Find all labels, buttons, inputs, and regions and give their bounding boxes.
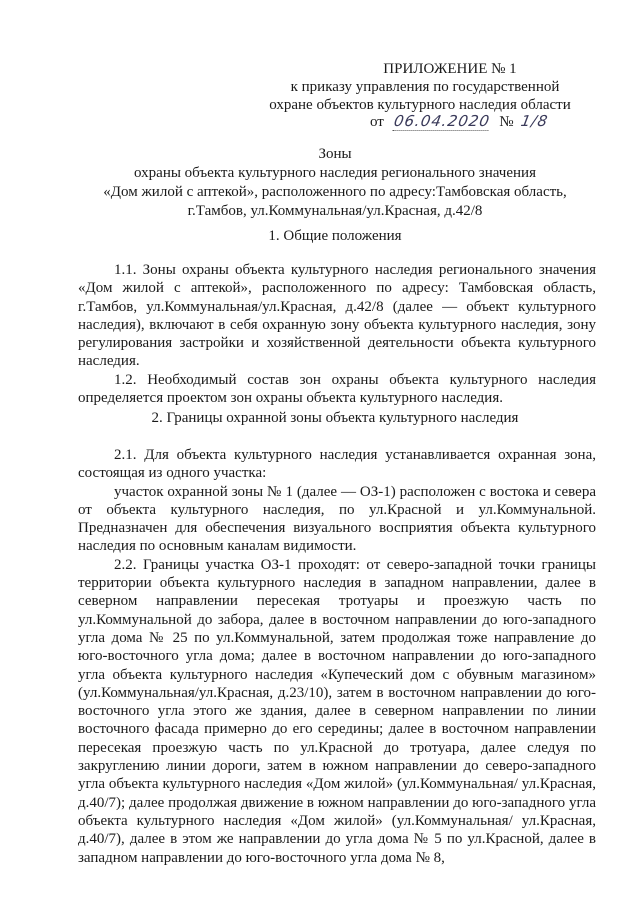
section-1-heading: 1. Общие положения	[268, 228, 402, 244]
paragraph-1-2: 1.2. Необходимый состав зон охраны объекта культурного наследия определяется проектом зон охраны объекта культурного наследия.	[78, 371, 596, 407]
appendix-header	[240, 60, 600, 114]
title-line-4: г.Тамбов, ул.Коммунальная/ул.Красная, д.42/8	[187, 203, 483, 219]
appendix-title: ПРИЛОЖЕНИЕ № 1	[383, 61, 517, 77]
paragraph-2-2: 2.2. Границы участка ОЗ-1 проходят: от северо-западной точки границы территории объекта культурного наследия в западном направлении, далее в северном направлении пересекая тротуары и проезжую часть по ул.Коммунальной до забора, далее в восточном направлении до юго-западного угла дома № 25 по ул.Коммунальной, затем продолжая тоже направление до юго-восточного угла дома; далее в восточном направлении до юго-западного угла объекта культурного наследия «Купеческий дом с обувным магазином» (ул.Коммунальная/ул.Красная, д.23/10), затем в восточном направлении до юго-восточного угла этого же здания, далее в северном направлении по линии восточного фасада примерно до его середины; далее в восточном направлении пересекая проезжую часть по ул.Красной до тротуара, далее следуя по закруглению линии дороги, затем в южном направлении до северо-западного угла объекта культурного наследия «Дом жилой» (ул.Коммунальная/ ул.Красная, д.40/7); далее продолжая движение в южном направлении до юго-западного угла объекта культурного наследия «Дом жилой» (ул.Коммунальная/ ул.Красная, д.40/7), далее в этом же направлении до угла дома № 5 по ул.Красной, далее в западном направлении до юго-восточного угла дома № 8,	[78, 556, 596, 866]
appendix-line-2: охране объектов культурного наследия области	[269, 97, 571, 113]
section-2-body	[78, 446, 596, 867]
paragraph-1-1: 1.1. Зоны охраны объекта культурного наследия регионального значения «Дом жилой с аптекой», расположенного по адресу: Тамбовская область, г.Тамбов, ул.Коммунальная/ул.Красная, д.42/8 (далее — объект культурного наследия), включают в себя охранную зону объекта культурного наследия, зону регулирования застройки и хозяйственной деятельности объекта культурного наследия.	[78, 262, 596, 370]
date-prefix: от	[370, 114, 384, 130]
handwritten-number: 1/8	[519, 112, 551, 130]
handwritten-date: 06.04.2020	[392, 112, 492, 130]
paragraph-2-1-plot: участок охранной зоны № 1 (далее — ОЗ-1) расположен с востока и севера от объекта культурного наследия, по ул.Красной и ул.Коммунальной. Предназначен для обеспечения визуального восприятия объекта культурного наследия по основным каналам видимости.	[78, 483, 596, 555]
title-line-1: Зоны	[318, 146, 352, 162]
number-prefix: №	[499, 114, 514, 130]
section-1-body	[78, 261, 596, 407]
section-2-heading: 2. Границы охранной зоны объекта культурного наследия	[151, 410, 519, 426]
title-line-2: охраны объекта культурного наследия регионального значения	[134, 165, 536, 181]
document-title	[70, 145, 600, 221]
appendix-line-1: к приказу управления по государственной	[290, 79, 560, 95]
title-line-3: «Дом жилой с аптекой», расположенного по адресу:Тамбовская область,	[103, 184, 567, 200]
appendix-date-row	[370, 112, 551, 131]
paragraph-2-1: 2.1. Для объекта культурного наследия устанавливается охранная зона, состоящая из одного участка:	[78, 447, 596, 482]
